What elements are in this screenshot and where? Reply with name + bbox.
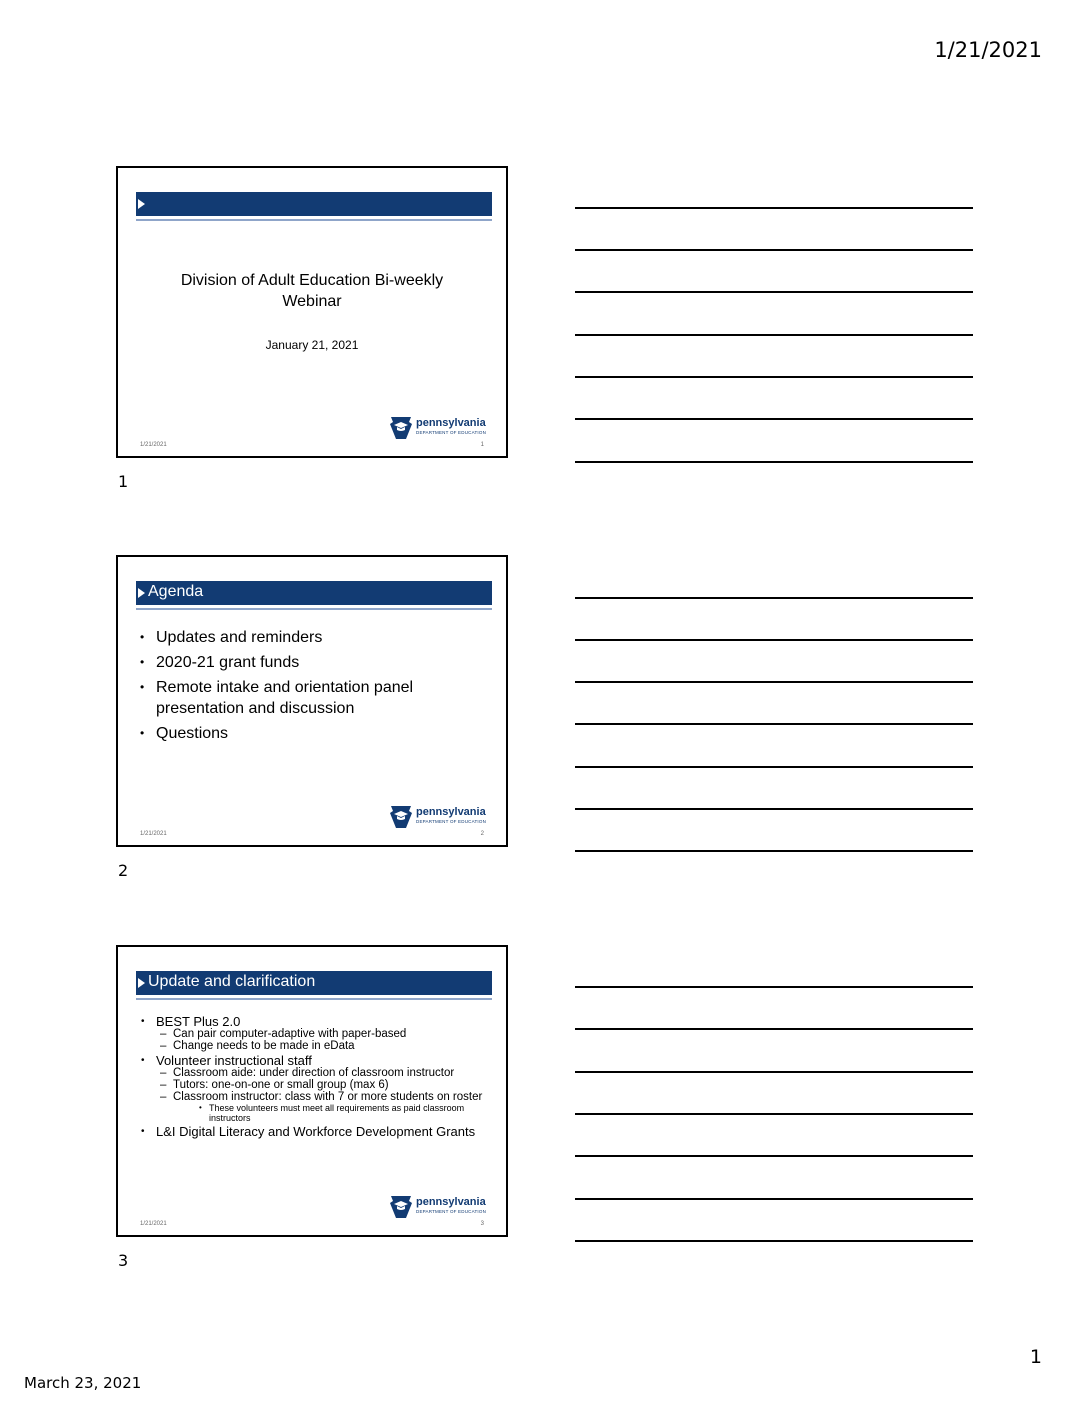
page-date: 1/21/2021 (934, 38, 1042, 62)
list-item: • 2020-21 grant funds (138, 652, 488, 673)
note-line (575, 681, 973, 683)
note-line (575, 639, 973, 641)
note-line (575, 986, 973, 988)
sub-list-item: – Tutors: one-on-one or small group (max 6) (156, 1079, 494, 1091)
note-line (575, 376, 973, 378)
slide-header-bar (136, 581, 492, 605)
slide-footer-number: 3 (480, 1221, 484, 1227)
logo-name: pennsylvania (416, 806, 486, 818)
list-item: • Updates and reminders (138, 627, 488, 648)
note-line (575, 766, 973, 768)
header-underline (136, 608, 492, 610)
sub-list (156, 1028, 494, 1052)
slide-header-title: Agenda (148, 583, 204, 600)
sub-sub-list-item: • These volunteers must meet all requirements as paid classroom instructors (173, 1103, 494, 1123)
slide-title: Division of Adult Education Bi-weekly Webinar (180, 272, 444, 310)
keystone-icon (388, 416, 414, 440)
list-item-text: Volunteer instructional staff (156, 1053, 312, 1068)
slide-subtitle: January 21, 2021 (265, 338, 359, 352)
slide-number-label: 2 (118, 861, 129, 880)
note-line (575, 334, 973, 336)
slide-2 (116, 555, 508, 847)
page-number: 1 (1029, 1346, 1042, 1368)
slide-number-label: 3 (118, 1251, 129, 1270)
pennsylvania-logo (388, 805, 488, 829)
triangle-icon (138, 588, 145, 598)
note-line (575, 597, 973, 599)
list-item (138, 1015, 494, 1052)
keystone-icon (388, 805, 414, 829)
slide-1 (116, 166, 508, 458)
note-line (575, 418, 973, 420)
slide-footer-date: 1/21/2021 (140, 442, 167, 448)
note-line (575, 808, 973, 810)
sub-list-item (156, 1091, 494, 1123)
note-line (575, 249, 973, 251)
list-item: • Remote intake and orientation panel presentation and discussion (138, 677, 488, 719)
update-list (138, 1015, 494, 1140)
list-item: • Questions (138, 723, 488, 744)
list-item (138, 1054, 494, 1123)
slide-header-bar (136, 971, 492, 995)
triangle-icon (138, 199, 145, 209)
note-line (575, 723, 973, 725)
logo-dept: DEPARTMENT OF EDUCATION (416, 819, 487, 824)
note-line (575, 1071, 973, 1073)
note-line (575, 291, 973, 293)
logo-dept: DEPARTMENT OF EDUCATION (416, 1209, 487, 1214)
slide-number-label: 1 (118, 472, 129, 491)
sub-list-item: – Can pair computer-adaptive with paper-based (156, 1028, 494, 1040)
logo-name: pennsylvania (416, 417, 486, 429)
logo-dept: DEPARTMENT OF EDUCATION (416, 430, 487, 435)
sub-list-item-text: Classroom instructor: class with 7 or more students on roster (173, 1091, 483, 1103)
sub-sub-list (173, 1103, 494, 1123)
slide-footer-number: 1 (480, 442, 484, 448)
note-line (575, 1028, 973, 1030)
note-line (575, 850, 973, 852)
triangle-icon (138, 978, 145, 988)
header-underline (136, 219, 492, 221)
slide-footer-date: 1/21/2021 (140, 831, 167, 837)
slide-header-title: Update and clarification (148, 973, 316, 990)
slide-header-bar (136, 192, 492, 216)
slide-footer-date: 1/21/2021 (140, 1221, 167, 1227)
note-line (575, 1240, 973, 1242)
note-line (575, 1155, 973, 1157)
note-line (575, 1113, 973, 1115)
list-item-text: BEST Plus 2.0 (156, 1014, 241, 1029)
keystone-icon (388, 1195, 414, 1219)
agenda-list (138, 627, 488, 748)
note-line (575, 1198, 973, 1200)
note-line (575, 207, 973, 209)
note-line (575, 461, 973, 463)
list-item: • L&I Digital Literacy and Workforce Development Grants (138, 1125, 494, 1138)
print-date: March 23, 2021 (24, 1374, 142, 1392)
slide-3 (116, 945, 508, 1237)
header-underline (136, 998, 492, 1000)
sub-list (156, 1067, 494, 1123)
slide-footer-number: 2 (480, 831, 484, 837)
logo-name: pennsylvania (416, 1196, 486, 1208)
pennsylvania-logo (388, 416, 488, 440)
pennsylvania-logo (388, 1195, 488, 1219)
sub-list-item: – Change needs to be made in eData (156, 1040, 494, 1052)
sub-list-item: – Classroom aide: under direction of classroom instructor (156, 1067, 494, 1079)
